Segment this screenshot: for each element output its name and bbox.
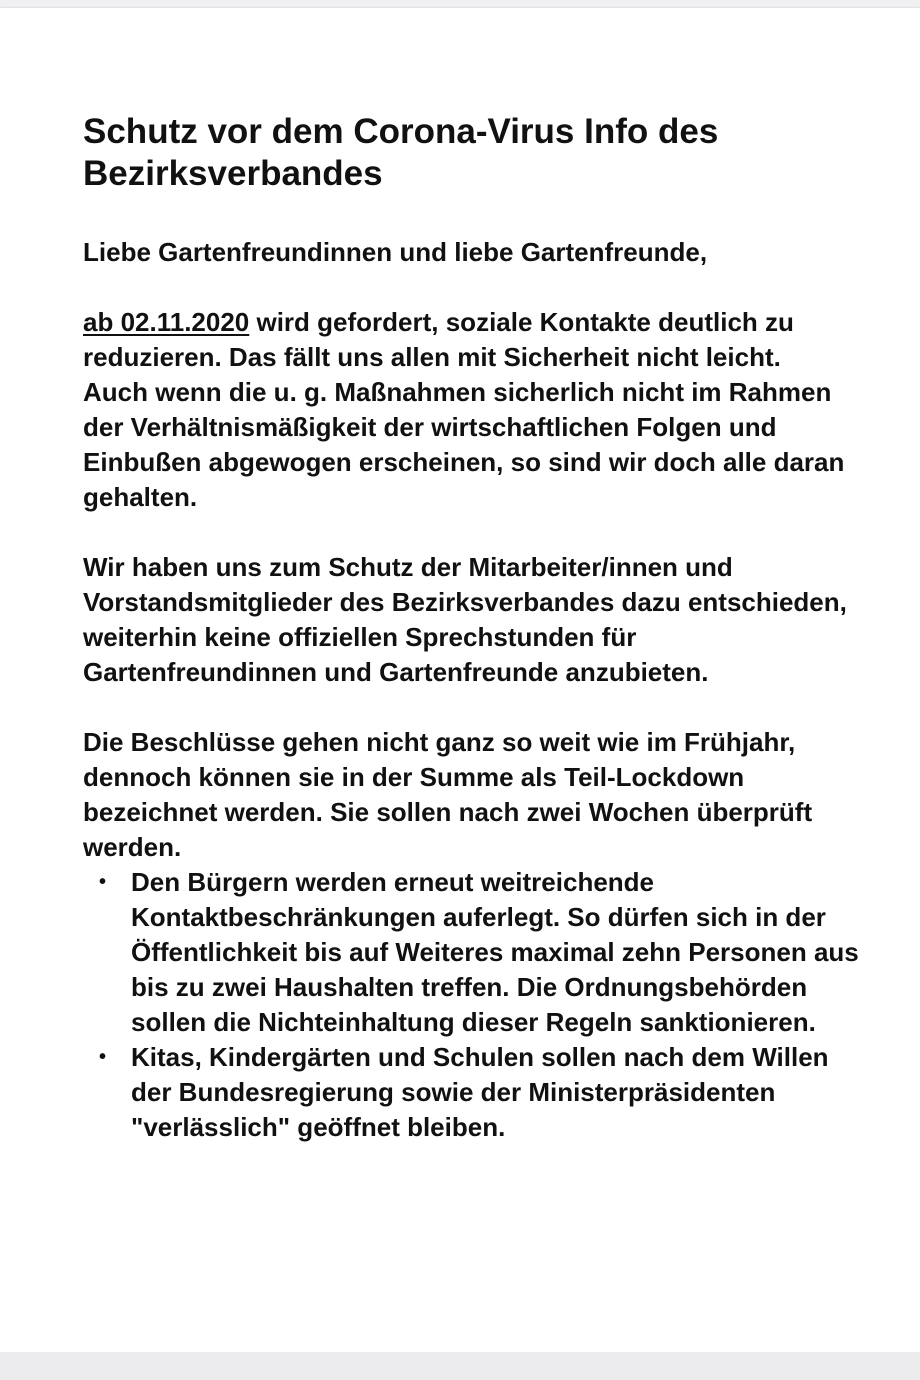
paragraph-spacer (83, 515, 873, 550)
bullet-list (83, 865, 873, 1145)
date-highlight: ab 02.11.2020 (83, 307, 250, 337)
list-item-text: Kitas, Kindergärten und Schulen sollen nach dem Willen der Bundesregierung sowie der Ministerpräsidenten "verlässlich" geöffnet bleiben. (131, 1042, 829, 1142)
list-item (83, 865, 873, 1040)
paragraph-contacts (83, 305, 873, 375)
paragraph-decisions: Die Beschlüsse gehen nicht ganz so weit wie im Frühjahr, dennoch können sie in der Summe als Teil-Lockdown bezeichnet werden. Sie sollen nach zwei Wochen überprüft werden. (83, 727, 813, 862)
bottom-bar (0, 1352, 920, 1380)
bullet-icon: • (99, 871, 107, 893)
document-title: Schutz vor dem Corona-Virus Info des Bezirksverbandes (83, 112, 719, 193)
list-item-text: Den Bürgern werden erneut weitreichende Kontaktbeschränkungen auferlegt. So dürfen sich in der Öffentlichkeit bis auf Weiteres maximal zehn Personen aus bis zu zwei Haushalten treffen. Die Ordnungsbehörden sollen die Nichteinhaltung dieser Regeln sanktionieren. (131, 867, 859, 1037)
document-body (83, 235, 873, 1145)
greeting: Liebe Gartenfreundinnen und liebe Gartenfreunde, (83, 237, 708, 267)
paragraph-office-hours: Wir haben uns zum Schutz der Mitarbeiter/innen und Vorstandsmitglieder des Bezirksverbandes dazu entschieden, weiterhin keine offiziellen Sprechstunden für Gartenfreundinnen und Gartenfreunde anzubieten. (83, 552, 847, 687)
paragraph-measures: Auch wenn die u. g. Maßnahmen sicherlich nicht im Rahmen der Verhältnismäßigkeit der wirtschaftlichen Folgen und Einbußen abgewogen erscheinen, so sind wir doch alle daran gehalten. (83, 377, 845, 512)
paragraph-contacts-text: wird gefordert, soziale Kontakte deutlich zu reduzieren. Das fällt uns allen mit Sicherheit nicht leicht. (83, 307, 794, 372)
paragraph-spacer (83, 690, 873, 725)
paragraph-spacer (83, 270, 873, 305)
bullet-icon: • (99, 1046, 107, 1068)
list-item (83, 1040, 873, 1145)
document-page (0, 8, 920, 1352)
